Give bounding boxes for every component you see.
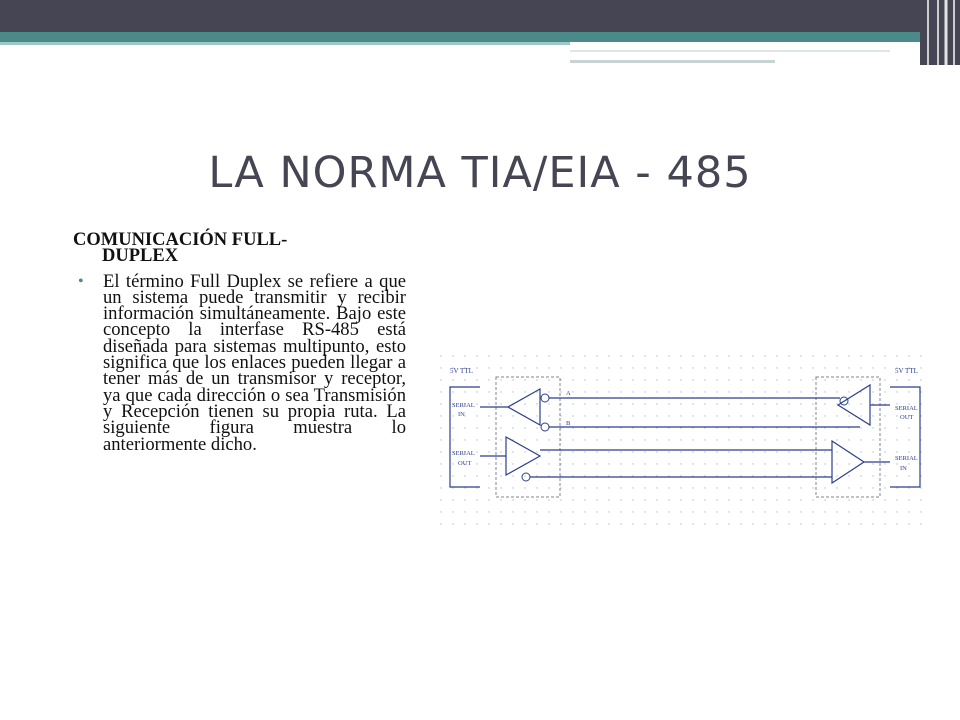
right-serial-in-label-1: SERIAL — [895, 455, 918, 462]
corner-stripes-decoration — [920, 0, 960, 65]
bullet-dot-icon: • — [78, 272, 84, 290]
line-b-label: B — [566, 420, 571, 427]
dotted-grid — [440, 355, 930, 525]
full-duplex-diagram — [440, 355, 930, 525]
right-serial-out-label-2: OUT — [900, 414, 914, 421]
line-a-label: A — [566, 390, 571, 397]
header-bar — [0, 0, 960, 32]
right-serial-out-label-1: SERIAL — [895, 405, 918, 412]
subheading-line-2: DUPLEX — [102, 246, 179, 267]
slide-content — [73, 232, 406, 453]
header-accent-line — [0, 42, 570, 45]
left-serial-in-label-2: IN — [458, 411, 465, 418]
left-serial-out-label-2: OUT — [458, 460, 472, 467]
right-serial-in-label-2: IN — [900, 465, 907, 472]
subheading — [73, 232, 406, 265]
left-supply-label: 5V TTL — [450, 367, 473, 375]
left-serial-in-label-1: SERIAL — [452, 402, 475, 409]
left-serial-out-label-1: SERIAL — [452, 450, 475, 457]
bullet-text: El término Full Duplex se refiere a que un sistema puede transmitir y recibir información simultáneamente. Bajo este concepto la interfase RS-485 está diseñada para sistemas multipunto, esto significa que los enlaces pueden llegar a tener más de un transmisor y receptor, ya que cada dirección o sea Transmisión y Recepción tienen su propia ruta. La siguiente figura muestra lo anteriormente dicho. — [103, 270, 406, 455]
header-accent-bar — [0, 32, 960, 42]
header-thin-line-2 — [570, 60, 775, 63]
slide-title: LA NORMA TIA/EIA - 485 — [208, 148, 752, 198]
right-supply-label: 5V TTL — [895, 367, 918, 375]
header-thin-line — [570, 50, 890, 52]
bullet-item — [73, 270, 406, 455]
subheading-line-1: COMUNICACIÓN FULL- — [73, 230, 288, 250]
